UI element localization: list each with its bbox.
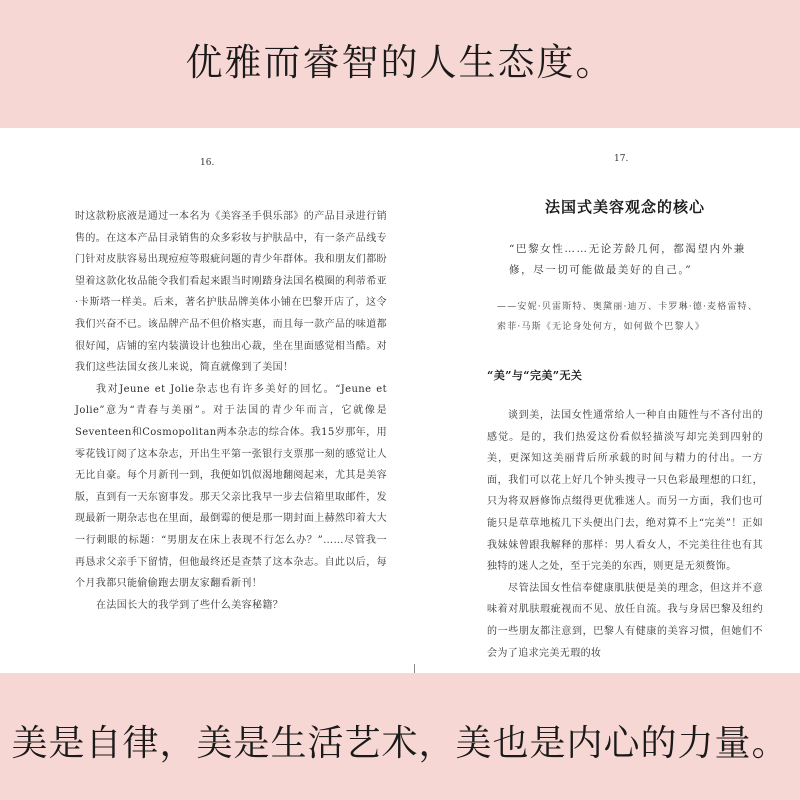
top-slogan: 优雅而睿智的人生态度。	[185, 41, 615, 84]
left-page-number: 16.	[200, 158, 215, 168]
right-paragraph-1: 谈到美，法国女性通常给人一种自由随性与不吝付出的感觉。是的，我们热爱这份看似轻描淡写却完美到四射的美，更深知这美丽背后所承载的时间与精力的付出。一方面，我们可以花上好几个钟头搜寻一只色彩最理想的口红，只为将双唇修饰点缀得更优雅迷人。而另一方面，我们也可能只是草草地梳几下头便出门去，绝对算不上“完美”！正如我妹妹曾跟我解释的那样：男人看女人，不完美往往也有其独特的迷人之处，至于完美的东西，则更是无须赘饰。	[487, 410, 763, 573]
right-page-body	[487, 196, 763, 664]
section-title: 法国式美容观念的核心	[544, 198, 705, 216]
left-paragraph-1: 时这款粉底液是通过一本名为《美容圣手俱乐部》的产品目录进行销售的。在这本产品目录销售的众多彩妆与护肤品中，有一条产品线专门针对皮肤容易出现痘痘等瑕疵问题的青少年群体。我和朋友们都盼望着这款化妆品能令我们看起来跟当时刚踏身法国名模圈的利蒂希亚·卡斯塔一样美。后来，著名护肤品牌美体小铺在巴黎开店了，这令我们兴奋不已。该品牌产品不但价格实惠，而且每一款产品的味道都很好闻，店铺的室内装潢设计也独出心裁，坐在里面感觉相当酷。对我们这些法国女孩儿来说，简直就像到了美国！	[75, 211, 387, 374]
right-page-number: 17.	[614, 154, 629, 164]
left-paragraph-3: 在法国长大的我学到了些什么美容秘籍？	[96, 599, 284, 611]
top-banner	[0, 0, 800, 128]
epigraph-attribution: ——安妮·贝雷斯特、奥黛丽·迪万、卡罗琳·德·麦格雷特、索菲·马斯《无论身处何方，如何做个巴黎人》	[497, 302, 759, 332]
left-page-body	[75, 206, 387, 616]
bottom-slogan: 美是自律，美是生活艺术，美也是内心的力量。	[11, 723, 789, 764]
subheading: “美”与“完美”无关	[487, 369, 583, 382]
bottom-banner	[0, 673, 800, 800]
left-paragraph-2: 我对Jeune et Jolie杂志也有许多美好的回忆。“Jeune et Jolie”意为“青春与美丽”。对于法国的青少年而言，它就像是Seventeen和Cosmopolitan两本杂志的综合体。我15岁那年，用零花钱订阅了这本杂志，开出生平第一张银行支票那一刻的感觉让人无比自豪。每个月新刊一到，我便如饥似渴地翻阅起来，尤其是美容版，直到有一天东窗事发。那天父亲比我早一步去信箱里取邮件，发现最新一期杂志也在里面，最倒霉的便是那一期封面上赫然印着大大一行刺眼的标题：“男朋友在床上表现不行怎么办？”……尽管我一再恳求父亲手下留情，但他最终还是查禁了这本杂志。自此以后，每个月我都只能偷偷跑去朋友家翻看新刊！	[75, 383, 387, 590]
epigraph-quote: “巴黎女性……无论芳龄几何，都渴望内外兼修，尽一切可能做最美好的自己。”	[509, 243, 746, 276]
right-body-text	[487, 405, 763, 664]
right-paragraph-2: 尽管法国女性信奉健康肌肤便是美的理念，但这并不意味着对肌肤瑕疵视而不见、放任自流。我与身居巴黎及纽约的一些朋友都注意到，巴黎人有健康的美容习惯，但她们不会为了追求完美无瑕的妆	[487, 582, 763, 659]
book-spread	[0, 128, 800, 673]
